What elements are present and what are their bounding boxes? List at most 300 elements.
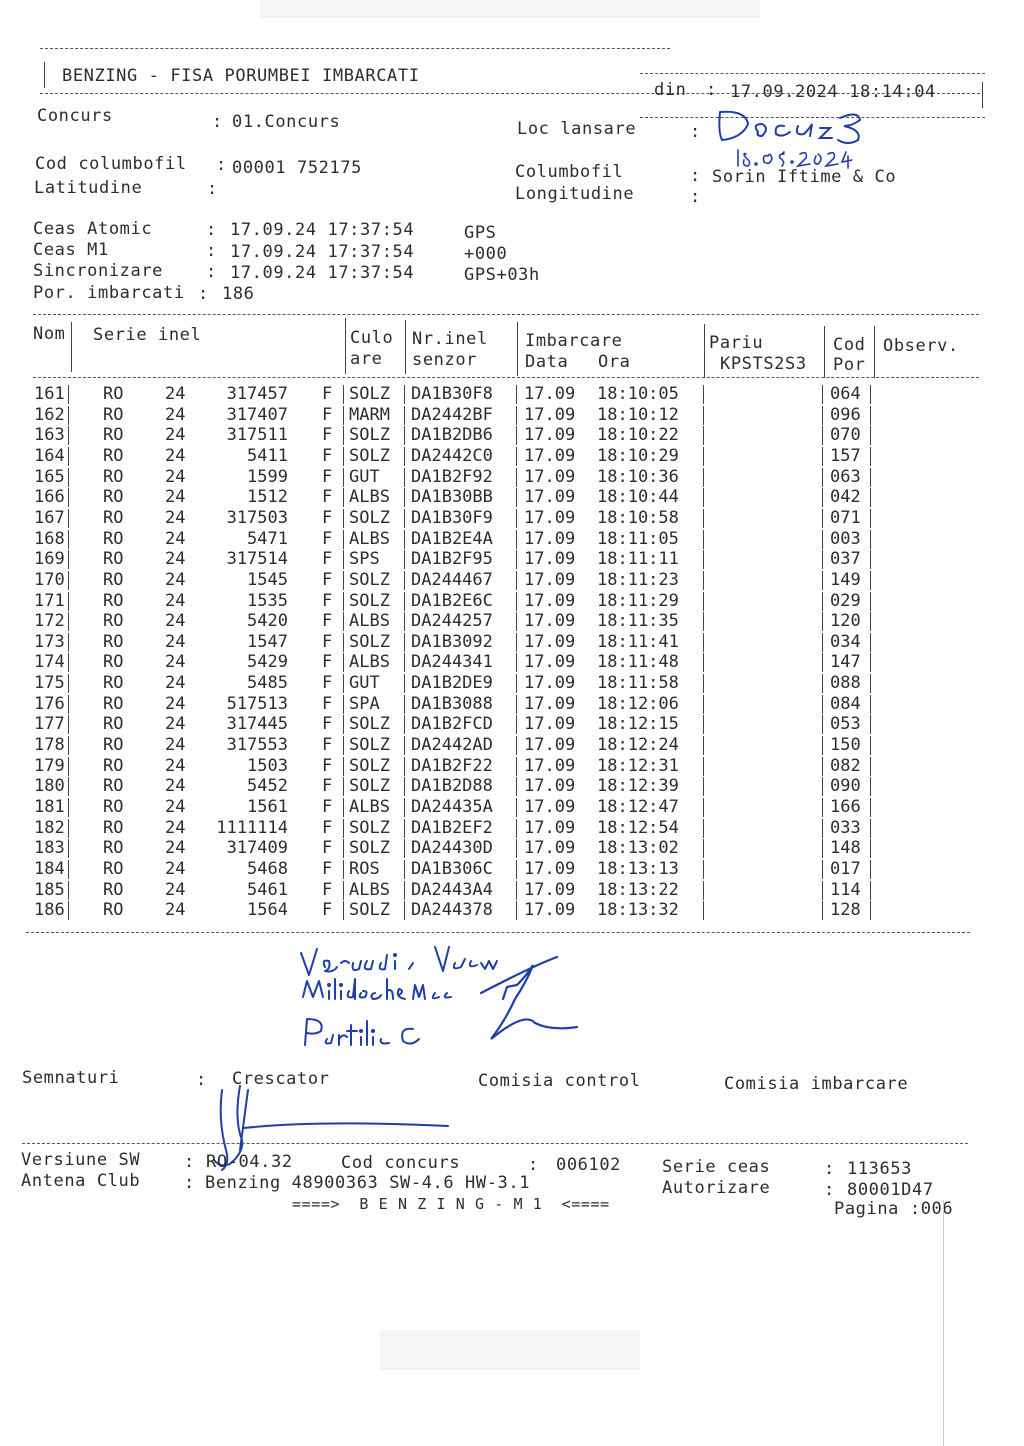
row-sep-obs [870,881,871,900]
cell-inel: 5461 [247,879,288,900]
row-sep-culoare [343,674,344,693]
row-sep-imb [516,653,517,672]
cell-senzor: DA24435A [411,797,493,817]
col-sep-pariu [824,326,825,378]
cod-columbofil-value: 00001 752175 [232,158,363,178]
cell-tara: RO [103,507,124,528]
row-sep-senzor [404,447,405,466]
cell-nom: 182 [34,817,65,838]
row-sep-obs [870,798,871,817]
cell-cod: 063 [830,466,861,487]
row-sep-nom [68,488,69,507]
cell-senzor: DA244378 [411,900,493,921]
col-sep-nom [71,322,72,372]
row-sep-senzor [404,798,405,817]
cell-culoare: SOLZ [349,590,390,611]
columbofil-label: Columbofil [515,162,624,182]
row-sep-imb [516,633,517,652]
cell-sex: F [322,466,333,487]
row-sep-ora [703,592,704,611]
pagina-label: Pagina :006 [834,1199,954,1219]
cell-inel: 1111114 [216,817,288,838]
benzing-banner: ====> B E N Z I N G - M 1 <==== [292,1195,610,1213]
row-sep-senzor [404,860,405,879]
cell-sex: F [322,404,333,425]
cell-ora: 18:11:35 [597,611,679,632]
row-sep-cod [822,571,823,590]
row-sep-imb [516,406,517,425]
cell-sex: F [322,528,333,549]
cell-inel: 5429 [247,652,288,673]
row-sep-obs [870,839,871,858]
row-sep-ora [703,777,704,796]
cell-cod: 120 [830,611,861,632]
row-sep-cod [822,757,823,776]
row-sep-culoare [343,715,344,734]
cell-culoare: SOLZ [349,445,390,466]
row-sep-cod [822,777,823,796]
row-sep-nom [68,653,69,672]
table-row [0,384,1024,405]
row-sep-cod [822,447,823,466]
cell-cod: 034 [830,631,861,652]
cell-an: 24 [165,528,186,549]
cell-cod: 148 [830,838,861,859]
row-sep-culoare [343,612,344,631]
table-row [0,570,1024,591]
ceas-atomic-colon: : [206,220,217,240]
cell-culoare: ROS [349,858,380,879]
cell-cod: 090 [830,776,861,797]
row-sep-ora [703,468,704,487]
row-sep-ora [703,633,704,652]
row-sep-imb [516,777,517,796]
cell-senzor: DA1B2F92 [411,466,493,487]
row-sep-ora [703,447,704,466]
cell-sex: F [322,900,333,921]
cell-senzor: DA1B306C [411,858,493,879]
cell-culoare: SOLZ [349,631,390,652]
cell-senzor: DA2442C0 [411,445,493,466]
cell-data: 17.09 [524,900,576,921]
autorizare-value: 80001D47 [847,1180,934,1200]
row-sep-ora [703,612,704,631]
cell-sex: F [322,631,333,652]
cod-concurs-value: 006102 [556,1155,622,1175]
row-sep-nom [68,550,69,569]
row-sep-culoare [343,901,344,920]
th-culoare-2: are [350,349,383,369]
table-row [0,425,1024,446]
cell-culoare: SOLZ [349,735,390,756]
cell-tara: RO [103,735,124,756]
table-row [0,797,1024,818]
cell-tara: RO [103,569,124,590]
columbofil-colon: : [690,166,701,186]
cell-culoare: SOLZ [349,776,390,797]
cell-ora: 18:13:22 [597,879,679,900]
cell-tara: RO [103,384,124,404]
table-row [0,838,1024,859]
row-sep-culoare [343,509,344,528]
cell-senzor: DA1B2E4A [411,528,493,549]
cell-cod: 053 [830,714,861,735]
cell-sex: F [322,735,333,756]
cell-data: 17.09 [524,858,576,879]
cell-data: 17.09 [524,879,576,900]
cell-an: 24 [165,817,186,838]
row-sep-obs [870,530,871,549]
cell-data: 17.09 [524,631,576,652]
row-sep-nom [68,426,69,445]
cell-ora: 18:10:29 [597,445,679,466]
cell-inel: 1561 [247,797,288,817]
cell-inel: 1512 [247,487,288,508]
row-sep-imb [516,385,517,404]
row-sep-senzor [404,881,405,900]
cell-data: 17.09 [524,817,576,838]
cell-senzor: DA1B2F95 [411,549,493,570]
row-sep-cod [822,736,823,755]
cell-an: 24 [165,693,186,714]
cell-culoare: ALBS [349,797,390,817]
cell-ora: 18:11:11 [597,549,679,570]
cell-tara: RO [103,466,124,487]
th-imbarcare: Imbarcare [525,331,623,351]
table-row [0,776,1024,797]
cell-senzor: DA1B2E6C [411,590,493,611]
row-sep-obs [870,509,871,528]
cell-an: 24 [165,714,186,735]
row-sep-imb [516,426,517,445]
cell-ora: 18:10:44 [597,487,679,508]
row-sep-ora [703,798,704,817]
cell-tara: RO [103,404,124,425]
row-sep-obs [870,819,871,838]
row-sep-obs [870,592,871,611]
row-sep-obs [870,385,871,404]
cell-inel: 1599 [247,466,288,487]
cell-an: 24 [165,569,186,590]
row-sep-obs [870,757,871,776]
table-header-rule [33,377,979,378]
cell-an: 24 [165,900,186,921]
cell-nom: 168 [34,528,65,549]
cell-inel: 317409 [226,838,288,859]
cell-nom: 172 [34,611,65,632]
row-sep-culoare [343,447,344,466]
cell-data: 17.09 [524,425,576,446]
table-row [0,652,1024,673]
scan-smudge [260,0,760,18]
cell-nom: 184 [34,858,65,879]
th-pariu-2: KPSTS2S3 [720,354,807,374]
col-sep-imbarcare [704,324,705,378]
cell-nom: 177 [34,714,65,735]
sincronizare-label: Sincronizare [33,261,164,281]
print-datetime: 17.09.2024 18:14:04 [730,82,936,102]
row-sep-cod [822,715,823,734]
row-sep-obs [870,715,871,734]
cell-culoare: SOLZ [349,425,390,446]
row-sep-cod [822,406,823,425]
cell-sex: F [322,590,333,611]
cell-culoare: GUT [349,466,380,487]
row-sep-senzor [404,839,405,858]
cell-sex: F [322,611,333,632]
cell-culoare: ALBS [349,652,390,673]
cell-senzor: DA244341 [411,652,493,673]
comisia-control-label: Comisia control [478,1071,641,1091]
row-sep-imb [516,736,517,755]
row-sep-cod [822,592,823,611]
cell-cod: 166 [830,797,861,817]
cell-culoare: ALBS [349,611,390,632]
cell-tara: RO [103,797,124,817]
row-sep-obs [870,426,871,445]
cell-sex: F [322,549,333,570]
row-sep-obs [870,653,871,672]
concurs-label: Concurs [37,106,113,126]
cell-ora: 18:10:58 [597,507,679,528]
cell-an: 24 [165,838,186,859]
autorizare-label: Autorizare [662,1178,771,1198]
cell-an: 24 [165,776,186,797]
cell-data: 17.09 [524,797,576,817]
row-sep-culoare [343,550,344,569]
cell-data: 17.09 [524,838,576,859]
row-sep-ora [703,757,704,776]
cell-culoare: SOLZ [349,900,390,921]
cell-ora: 18:11:29 [597,590,679,611]
cell-an: 24 [165,466,186,487]
row-sep-ora [703,385,704,404]
row-sep-culoare [343,839,344,858]
row-sep-nom [68,839,69,858]
cell-cod: 096 [830,404,861,425]
cell-cod: 149 [830,569,861,590]
th-nrinel-1: Nr.inel [412,329,488,349]
cell-sex: F [322,652,333,673]
cell-inel: 1545 [247,569,288,590]
cell-senzor: DA1B2FCD [411,714,493,735]
row-sep-obs [870,633,871,652]
row-sep-nom [68,406,69,425]
cell-tara: RO [103,714,124,735]
table-top-rule [33,314,979,315]
row-sep-culoare [343,426,344,445]
cell-inel: 5420 [247,611,288,632]
row-sep-imb [516,612,517,631]
crescator-label: Crescator [232,1069,330,1089]
row-sep-imb [516,509,517,528]
cell-culoare: SOLZ [349,507,390,528]
cell-cod: 084 [830,693,861,714]
row-sep-cod [822,633,823,652]
cell-nom: 175 [34,673,65,694]
cell-nom: 173 [34,631,65,652]
col-sep-senzor [517,322,518,376]
cell-nom: 176 [34,693,65,714]
row-sep-culoare [343,736,344,755]
cell-data: 17.09 [524,652,576,673]
cell-inel: 317503 [226,507,288,528]
cell-ora: 18:11:41 [597,631,679,652]
cell-tara: RO [103,631,124,652]
autorizare-colon: : [824,1180,835,1200]
ceas-m1-colon: : [206,241,217,261]
cell-nom: 165 [34,466,65,487]
table-row [0,673,1024,694]
cell-senzor: DA1B2F22 [411,755,493,776]
cell-tara: RO [103,528,124,549]
row-sep-senzor [404,592,405,611]
row-sep-senzor [404,674,405,693]
row-sep-imb [516,571,517,590]
row-sep-imb [516,674,517,693]
scan-smudge [380,1330,640,1370]
cell-sex: F [322,817,333,838]
row-sep-culoare [343,633,344,652]
cell-nom: 174 [34,652,65,673]
cell-tara: RO [103,879,124,900]
cell-ora: 18:11:48 [597,652,679,673]
row-sep-culoare [343,406,344,425]
cell-data: 17.09 [524,549,576,570]
cell-an: 24 [165,549,186,570]
cell-senzor: DA1B30F8 [411,384,493,404]
row-sep-senzor [404,715,405,734]
row-sep-senzor [404,426,405,445]
cell-culoare: ALBS [349,879,390,900]
table-row [0,487,1024,508]
cell-culoare: ALBS [349,528,390,549]
antena-club-label: Antena Club [21,1171,141,1191]
row-sep-senzor [404,757,405,776]
row-sep-ora [703,736,704,755]
cell-inel: 1535 [247,590,288,611]
table-row [0,529,1024,550]
row-sep-ora [703,881,704,900]
cell-nom: 167 [34,507,65,528]
cell-inel: 1503 [247,755,288,776]
cell-nom: 161 [34,384,65,404]
cell-an: 24 [165,631,186,652]
row-sep-senzor [404,612,405,631]
cell-culoare: SOLZ [349,838,390,859]
col-sep-inel [345,318,346,374]
header-left-bar [44,62,45,88]
cell-data: 17.09 [524,714,576,735]
concurs-value: 01.Concurs [232,112,341,132]
cell-cod: 003 [830,528,861,549]
cell-an: 24 [165,507,186,528]
date-label: din [654,80,687,100]
th-cod: Cod [833,335,866,355]
cell-sex: F [322,507,333,528]
th-nrinel-2: senzor [412,350,478,370]
table-row [0,405,1024,426]
cell-senzor: DA1B2DE9 [411,673,493,694]
cell-sex: F [322,445,333,466]
row-sep-culoare [343,592,344,611]
cell-data: 17.09 [524,445,576,466]
row-sep-imb [516,819,517,838]
cell-an: 24 [165,445,186,466]
cell-senzor: DA1B2DB6 [411,425,493,446]
cell-sex: F [322,569,333,590]
columbofil-value: Sorin Iftime & Co [712,167,897,187]
header-right-bar [982,82,983,108]
cell-tara: RO [103,900,124,921]
table-row [0,632,1024,653]
cell-sex: F [322,838,333,859]
cell-data: 17.09 [524,755,576,776]
cell-inel: 5471 [247,528,288,549]
date-colon: : [706,80,717,100]
por-imbarcati-value: 186 [222,284,255,304]
cod-concurs-label: Cod concurs [341,1153,461,1173]
row-sep-culoare [343,385,344,404]
th-nom: Nom [33,324,66,344]
cell-ora: 18:11:23 [597,569,679,590]
cell-ora: 18:13:02 [597,838,679,859]
table-row [0,611,1024,632]
row-sep-nom [68,571,69,590]
cell-senzor: DA1B3088 [411,693,493,714]
row-sep-cod [822,426,823,445]
cell-inel: 1547 [247,631,288,652]
cell-culoare: SPS [349,549,380,570]
cell-senzor: DA1B2EF2 [411,817,493,838]
row-sep-senzor [404,819,405,838]
row-sep-imb [516,798,517,817]
row-sep-ora [703,406,704,425]
cell-cod: 071 [830,507,861,528]
cell-senzor: DA1B30F9 [411,507,493,528]
row-sep-senzor [404,777,405,796]
row-sep-ora [703,571,704,590]
cell-nom: 170 [34,569,65,590]
cell-sex: F [322,714,333,735]
cell-culoare: MARM [349,404,390,425]
cell-tara: RO [103,425,124,446]
row-sep-senzor [404,736,405,755]
cell-culoare: SOLZ [349,714,390,735]
row-sep-culoare [343,819,344,838]
cell-sex: F [322,384,333,404]
row-sep-culoare [343,777,344,796]
cell-data: 17.09 [524,487,576,508]
por-imbarcati-colon: : [198,284,209,304]
loc-lansare-colon: : [690,122,701,142]
cell-nom: 178 [34,735,65,756]
row-sep-culoare [343,757,344,776]
cell-data: 17.09 [524,404,576,425]
row-sep-imb [516,447,517,466]
row-sep-nom [68,592,69,611]
ceas-atomic-note: GPS [464,223,497,243]
cell-nom: 180 [34,776,65,797]
cell-tara: RO [103,487,124,508]
table-row [0,735,1024,756]
cell-sex: F [322,425,333,446]
por-imbarcati-label: Por. imbarcati [33,283,185,303]
row-sep-nom [68,881,69,900]
cell-data: 17.09 [524,735,576,756]
row-sep-obs [870,571,871,590]
cell-nom: 181 [34,797,65,817]
